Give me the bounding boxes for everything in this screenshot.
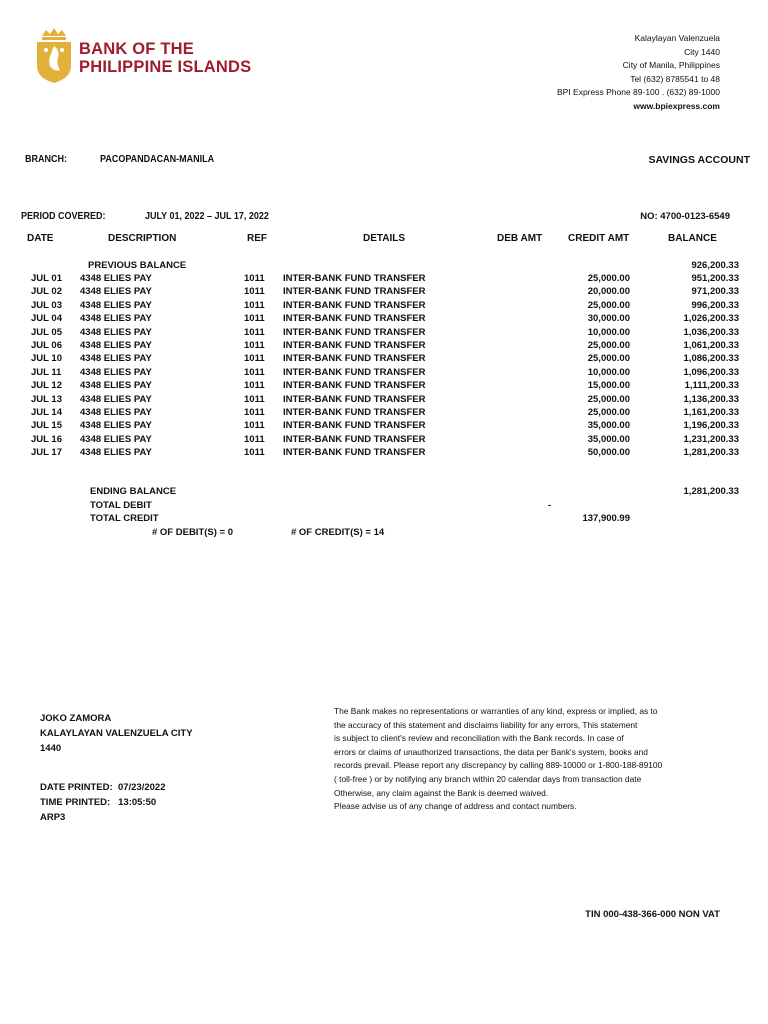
row-description: 4348 ELIES PAY xyxy=(80,380,152,392)
row-ref: 1011 xyxy=(244,420,265,432)
row-credit: 15,000.00 xyxy=(587,380,630,392)
row-date: JUL 17 xyxy=(31,447,62,459)
row-balance: 1,096,200.33 xyxy=(683,366,739,378)
row-description: 4348 ELIES PAY xyxy=(80,313,152,325)
row-ref: 1011 xyxy=(244,433,265,445)
row-description: 4348 ELIES PAY xyxy=(80,433,152,445)
row-balance: 1,161,200.33 xyxy=(683,407,739,418)
row-balance: 1,111,200.33 xyxy=(684,380,739,392)
credit-count: # OF CREDIT(S) = 14 xyxy=(291,527,385,538)
row-details: INTER-BANK FUND TRANSFER xyxy=(283,447,426,459)
account-number: NO: 4700-0123-6549 xyxy=(640,211,730,222)
row-balance: 951,200.33 xyxy=(691,273,739,284)
col-balance: BALANCE xyxy=(668,233,717,244)
row-credit: 35,000.00 xyxy=(587,420,630,432)
address-line: Kalaylayan Valenzuela xyxy=(634,33,720,43)
row-details: INTER-BANK FUND TRANSFER xyxy=(283,353,426,365)
row-details: INTER-BANK FUND TRANSFER xyxy=(283,433,426,445)
row-date: JUL 02 xyxy=(31,286,62,298)
total-credit-label: TOTAL CREDIT xyxy=(90,513,159,524)
table-row xyxy=(0,394,768,407)
bank-name-line1: BANK OF THE xyxy=(79,40,194,58)
row-description: 4348 ELIES PAY xyxy=(80,353,152,365)
ending-balance-label: ENDING BALANCE xyxy=(90,486,177,497)
row-details: INTER-BANK FUND TRANSFER xyxy=(283,380,426,392)
table-row xyxy=(0,420,768,433)
row-credit: 30,000.00 xyxy=(587,313,630,325)
row-date: JUL 15 xyxy=(31,420,62,432)
printer-code: ARP3 xyxy=(40,812,66,823)
row-credit: 25,000.00 xyxy=(587,353,630,365)
bank-name-line2: PHILIPPINE ISLANDS xyxy=(79,58,252,76)
time-printed-label: TIME PRINTED: xyxy=(40,797,111,808)
customer-address-line1: KALAYLAYAN VALENZUELA CITY xyxy=(40,728,193,739)
row-balance: 1,026,200.33 xyxy=(683,313,739,325)
branch-label: BRANCH: xyxy=(25,154,68,165)
bank-address xyxy=(557,32,720,114)
disclaimer-line: Otherwise, any claim against the Bank is deemed waived. xyxy=(334,787,549,798)
row-description: 4348 ELIES PAY xyxy=(80,273,152,284)
address-line: www.bpiexpress.com xyxy=(633,100,720,111)
row-description: 4348 ELIES PAY xyxy=(80,393,152,405)
period-label: PERIOD COVERED: xyxy=(21,211,106,222)
total-debit-label: TOTAL DEBIT xyxy=(90,500,152,511)
customer-info xyxy=(40,711,193,756)
address-line: City of Manila, Philippines xyxy=(622,60,720,71)
row-details: INTER-BANK FUND TRANSFER xyxy=(283,393,426,405)
row-details: INTER-BANK FUND TRANSFER xyxy=(283,407,426,418)
disclaimer-line: The Bank makes no representations or warranties of any kind, express or implied, as to xyxy=(334,706,658,716)
row-ref: 1011 xyxy=(244,393,265,405)
ending-balance-value: 1,281,200.33 xyxy=(683,486,739,497)
row-details: INTER-BANK FUND TRANSFER xyxy=(283,273,426,284)
table-row xyxy=(0,434,768,447)
previous-balance-label: PREVIOUS BALANCE xyxy=(88,260,187,271)
row-ref: 1011 xyxy=(244,313,265,325)
total-debit-value: - xyxy=(548,500,552,511)
row-date: JUL 06 xyxy=(31,340,62,351)
row-details: INTER-BANK FUND TRANSFER xyxy=(283,286,426,298)
customer-name: JOKO ZAMORA xyxy=(40,713,112,724)
account-type: SAVINGS ACCOUNT xyxy=(648,154,750,166)
row-credit: 10,000.00 xyxy=(587,326,630,338)
disclaimer-line: Please advise us of any change of address and contact numbers. xyxy=(334,801,577,812)
row-description: 4348 ELIES PAY xyxy=(80,299,152,311)
row-ref: 1011 xyxy=(244,286,265,298)
row-balance: 996,200.33 xyxy=(691,299,739,311)
row-date: JUL 11 xyxy=(31,366,62,378)
address-line: City 1440 xyxy=(684,46,720,57)
bpi-logo xyxy=(34,26,74,84)
address-line: BPI Express Phone 89-100 . (632) 89-1000 xyxy=(556,87,720,98)
table-row xyxy=(0,407,768,420)
table-row xyxy=(0,367,768,380)
row-date: JUL 03 xyxy=(31,299,62,311)
row-balance: 1,086,200.33 xyxy=(683,353,739,365)
previous-balance-value: 926,200.33 xyxy=(691,260,739,271)
row-balance: 1,231,200.33 xyxy=(683,433,739,445)
table-row xyxy=(0,380,768,393)
row-description: 4348 ELIES PAY xyxy=(80,340,152,351)
row-date: JUL 13 xyxy=(31,393,62,405)
col-details: DETAILS xyxy=(363,233,406,244)
row-balance: 1,196,200.33 xyxy=(683,420,739,432)
row-ref: 1011 xyxy=(244,326,265,338)
row-details: INTER-BANK FUND TRANSFER xyxy=(283,420,426,432)
debit-count: # OF DEBIT(S) = 0 xyxy=(152,527,234,538)
row-credit: 25,000.00 xyxy=(587,393,630,405)
row-ref: 1011 xyxy=(244,407,265,418)
row-balance: 1,061,200.33 xyxy=(683,340,739,351)
row-credit: 25,000.00 xyxy=(587,273,630,284)
col-credit: CREDIT AMT xyxy=(568,233,630,244)
table-row xyxy=(0,300,768,313)
disclaimer-line: ( toll-free ) or by notifying any branch within 20 calendar days from transaction date xyxy=(334,773,642,784)
row-credit: 20,000.00 xyxy=(587,286,630,298)
row-details: INTER-BANK FUND TRANSFER xyxy=(283,340,426,351)
disclaimer xyxy=(334,705,714,814)
row-description: 4348 ELIES PAY xyxy=(80,366,152,378)
row-ref: 1011 xyxy=(244,299,265,311)
table-row xyxy=(0,353,768,366)
period-value: JULY 01, 2022 – JUL 17, 2022 xyxy=(145,211,269,222)
row-balance: 971,200.33 xyxy=(691,286,739,298)
row-date: JUL 04 xyxy=(31,313,62,325)
row-date: JUL 14 xyxy=(31,407,62,418)
row-date: JUL 01 xyxy=(31,273,62,284)
total-credit-value: 137,900.99 xyxy=(582,513,630,524)
row-details: INTER-BANK FUND TRANSFER xyxy=(283,366,426,378)
row-details: INTER-BANK FUND TRANSFER xyxy=(283,313,426,325)
disclaimer-line: records prevail. Please report any discrepancy by calling 889-10000 or 1-800-188-89100 xyxy=(334,760,663,771)
row-balance: 1,036,200.33 xyxy=(683,326,739,338)
bpi-crest-icon xyxy=(34,26,74,84)
date-printed-value: 07/23/2022 xyxy=(117,782,166,793)
col-description: DESCRIPTION xyxy=(108,233,177,244)
row-balance: 1,281,200.33 xyxy=(683,447,739,459)
disclaimer-line: errors or claims of unauthorized transactions, the data per Bank's system, books and xyxy=(334,746,648,757)
bank-name xyxy=(79,40,251,76)
row-date: JUL 10 xyxy=(31,353,62,365)
row-date: JUL 16 xyxy=(31,433,62,445)
row-description: 4348 ELIES PAY xyxy=(80,407,152,418)
col-debit: DEB AMT xyxy=(497,233,543,244)
table-row xyxy=(0,286,768,299)
row-ref: 1011 xyxy=(244,447,265,459)
row-details: INTER-BANK FUND TRANSFER xyxy=(283,299,426,311)
disclaimer-line: the accuracy of this statement and disclaims liability for any errors, This statement xyxy=(334,719,638,730)
print-info xyxy=(40,780,165,825)
table-row xyxy=(0,313,768,326)
row-credit: 25,000.00 xyxy=(587,340,630,351)
row-ref: 1011 xyxy=(244,273,265,284)
row-description: 4348 ELIES PAY xyxy=(80,286,152,298)
previous-balance-row xyxy=(0,260,768,273)
row-description: 4348 ELIES PAY xyxy=(80,447,152,459)
row-credit: 10,000.00 xyxy=(587,366,630,378)
branch-value: PACOPANDACAN-MANILA xyxy=(100,154,215,165)
time-printed-value: 13:05:50 xyxy=(118,797,157,808)
customer-address-line2: 1440 xyxy=(40,743,62,754)
row-ref: 1011 xyxy=(244,380,265,392)
row-credit: 35,000.00 xyxy=(587,433,630,445)
table-row xyxy=(0,447,768,460)
row-details: INTER-BANK FUND TRANSFER xyxy=(283,326,426,338)
row-balance: 1,136,200.33 xyxy=(683,393,739,405)
col-date: DATE xyxy=(27,233,54,244)
table-row xyxy=(0,327,768,340)
row-ref: 1011 xyxy=(244,353,265,365)
date-printed-label: DATE PRINTED: xyxy=(40,782,113,793)
row-ref: 1011 xyxy=(244,366,265,378)
row-description: 4348 ELIES PAY xyxy=(80,420,152,432)
disclaimer-line: is subject to client's review and reconciliation with the Bank records. In case of xyxy=(334,733,624,744)
row-credit: 50,000.00 xyxy=(587,447,630,459)
row-date: JUL 12 xyxy=(31,380,62,392)
address-line: Tel (632) 8785541 to 48 xyxy=(630,73,720,84)
row-ref: 1011 xyxy=(244,340,265,351)
table-row xyxy=(0,273,768,286)
row-credit: 25,000.00 xyxy=(587,299,630,311)
row-credit: 25,000.00 xyxy=(587,407,630,418)
tin-number: TIN 000-438-366-000 NON VAT xyxy=(585,909,720,920)
row-date: JUL 05 xyxy=(31,326,62,338)
col-ref: REF xyxy=(247,233,267,244)
row-description: 4348 ELIES PAY xyxy=(80,326,152,338)
table-row xyxy=(0,340,768,353)
